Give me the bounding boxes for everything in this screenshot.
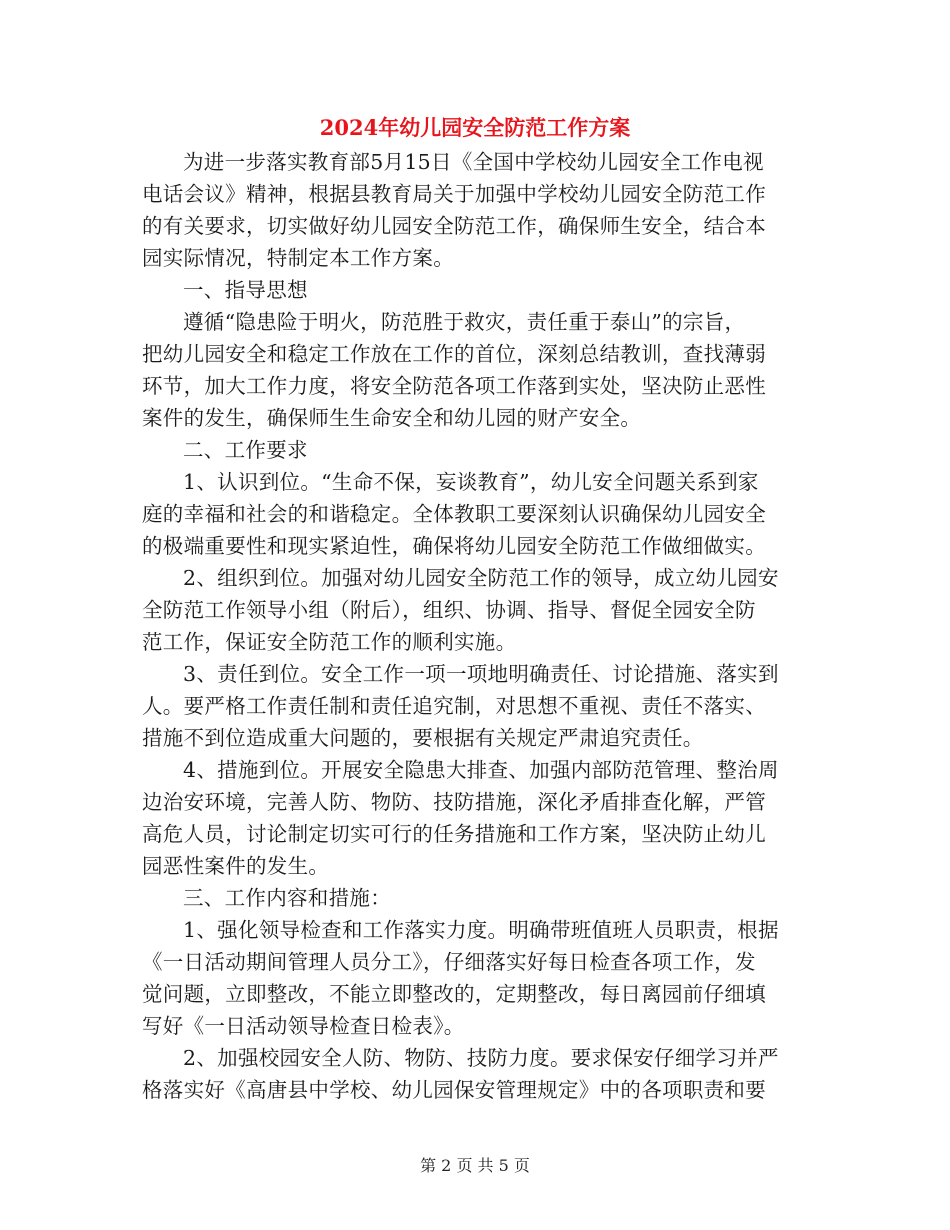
paragraph-line: 2、组织到位。加强对幼儿园安全防范工作的领导，成立幼儿园安 (183, 566, 779, 590)
paragraph-line: 的有关要求，切实做好幼儿园安全防范工作，确保师生安全，结合本 (142, 214, 766, 238)
paragraph-line: 一、指导思想 (183, 278, 308, 302)
paragraph-line: 边治安环境，完善人防、物防、技防措施，深化矛盾排查化解，严管 (142, 790, 766, 814)
document-body (142, 146, 810, 1106)
paragraph-line: 把幼儿园安全和稳定工作放在工作的首位，深刻总结教训，查找薄弱 (142, 342, 766, 366)
paragraph-line: 3、责任到位。安全工作一项一项地明确责任、讨论措施、落实到 (183, 662, 779, 686)
paragraph-line: 觉问题，立即整改，不能立即整改的，定期整改，每日离园前仔细填 (142, 982, 766, 1006)
paragraph-line: 范工作，保证安全防范工作的顺利实施。 (142, 630, 517, 654)
paragraph-line: 园恶性案件的发生。 (142, 854, 330, 878)
paragraph-line: 案件的发生，确保师生生命安全和幼儿园的财产安全。 (142, 406, 642, 430)
paragraph (142, 754, 810, 882)
paragraph-line: 园实际情况，特制定本工作方案。 (142, 246, 454, 270)
paragraph-line: 人。要严格工作责任制和责任追究制，对思想不重视、责任不落实、 (142, 694, 766, 718)
paragraph-line: 电话会议》精神，根据县教育局关于加强中学校幼儿园安全防范工作 (142, 182, 766, 206)
paragraph-line: 高危人员，讨论制定切实可行的任务措施和工作方案，坚决防止幼儿 (142, 822, 766, 846)
paragraph-line: 全防范工作领导小组（附后），组织、协调、指导、督促全园安全防 (142, 598, 756, 622)
paragraph (142, 562, 810, 658)
paragraph (142, 882, 810, 914)
paragraph (142, 466, 810, 562)
paragraph-line: 措施不到位造成重大问题的，要根据有关规定严肃追究责任。 (142, 726, 704, 750)
paragraph-line: 三、工作内容和措施： (183, 886, 391, 910)
paragraph-line: 1、认识到位。“生命不保，妄谈教育”，幼儿安全问题关系到家 (183, 470, 759, 494)
paragraph-line: 的极端重要性和现实紧迫性，确保将幼儿园安全防范工作做细做实。 (142, 534, 766, 558)
paragraph (142, 914, 810, 1042)
paragraph-line: 环节，加大工作力度，将安全防范各项工作落到实处，坚决防止恶性 (142, 374, 766, 398)
paragraph-line: 写好《一日活动领导检查日检表》。 (142, 1014, 465, 1038)
paragraph (142, 274, 810, 306)
paragraph-line: 格落实好《高唐县中学校、幼儿园保安管理规定》中的各项职责和要 (142, 1078, 766, 1102)
paragraph (142, 434, 810, 466)
paragraph-line: 二、工作要求 (183, 438, 308, 462)
paragraph-line: 2、加强校园安全人防、物防、技防力度。要求保安仔细学习并严 (183, 1046, 779, 1070)
paragraph-line: 遵循“隐患险于明火，防范胜于救灾，责任重于泰山”的宗旨， (183, 310, 746, 334)
paragraph-line: 《一日活动期间管理人员分工》，仔细落实好每日检查各项工作，发 (142, 950, 756, 974)
document-title: 2024年幼儿园安全防范工作方案 (319, 115, 631, 140)
paragraph-line: 为进一步落实教育部5月15日《全国中学校幼儿园安全工作电视 (183, 150, 764, 174)
paragraph (142, 1042, 810, 1106)
paragraph (142, 306, 810, 434)
paragraph (142, 146, 810, 274)
paragraph-line: 1、强化领导检查和工作落实力度。明确带班值班人员职责，根据 (183, 918, 779, 942)
paragraph-line: 4、措施到位。开展安全隐患大排查、加强内部防范管理、整治周 (183, 758, 779, 782)
paragraph (142, 658, 810, 754)
page-footer: 第 2 页 共 5 页 (420, 1156, 530, 1175)
paragraph-line: 庭的幸福和社会的和谐稳定。全体教职工要深刻认识确保幼儿园安全 (142, 502, 766, 526)
